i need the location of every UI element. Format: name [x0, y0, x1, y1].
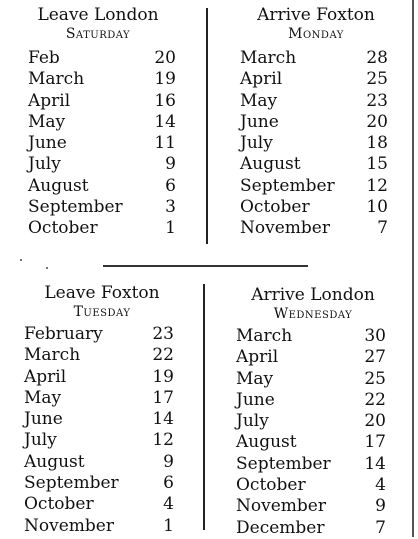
leave-foxton-header [22, 284, 182, 322]
table-row [28, 48, 176, 69]
date-cell: 17 [152, 387, 174, 408]
date-cell: 14 [154, 111, 176, 132]
print-speck [46, 267, 48, 269]
table-row [236, 454, 386, 475]
table-row [236, 326, 386, 347]
arrive-london-header [224, 286, 402, 324]
leave-foxton-day: Tuesday [73, 304, 131, 320]
table-row [24, 345, 174, 366]
table-row [240, 197, 388, 218]
table-row [236, 432, 386, 453]
month-cell: May [28, 111, 66, 132]
date-cell: 11 [154, 133, 176, 154]
date-cell: 30 [364, 326, 386, 346]
table-row [236, 518, 386, 539]
table-row [28, 112, 176, 133]
month-cell: September [28, 197, 123, 218]
table-row [24, 516, 174, 537]
date-cell: 6 [163, 473, 174, 494]
month-cell: November [24, 515, 114, 536]
month-cell: October [24, 494, 94, 515]
date-cell: 3 [165, 197, 176, 218]
date-cell: 20 [366, 111, 388, 132]
table-row [240, 48, 388, 69]
arrive-foxton-header [228, 6, 404, 44]
date-cell: 20 [154, 48, 176, 68]
arrive-london-title: Arrive London [251, 285, 375, 305]
month-cell: March [240, 48, 297, 68]
month-cell: December [236, 517, 325, 538]
table-row [236, 411, 386, 432]
table-row [24, 452, 174, 473]
month-cell: February [24, 324, 103, 344]
arrive-foxton-day: Monday [288, 26, 344, 42]
date-cell: 25 [364, 368, 386, 389]
table-row [240, 176, 388, 197]
date-cell: 22 [364, 389, 386, 410]
date-cell: 9 [165, 154, 176, 175]
table-row [240, 112, 388, 133]
date-cell: 4 [375, 475, 386, 496]
table-row [240, 69, 388, 90]
month-cell: August [28, 175, 89, 196]
date-cell: 6 [165, 175, 176, 196]
date-cell: 22 [152, 345, 174, 366]
arrive-foxton-title: Arrive Foxton [257, 5, 375, 25]
table-row [28, 154, 176, 175]
date-cell: 16 [154, 90, 176, 111]
month-cell: June [24, 409, 63, 430]
month-cell: October [28, 218, 98, 239]
date-cell: 1 [165, 218, 176, 239]
date-cell: 14 [364, 453, 386, 474]
date-cell: 14 [152, 409, 174, 430]
date-cell: 25 [366, 69, 388, 90]
date-cell: 23 [152, 324, 174, 344]
month-cell: March [28, 69, 85, 90]
column-divider [206, 8, 208, 244]
date-cell: 28 [366, 48, 388, 68]
table-row [236, 347, 386, 368]
date-cell: 12 [366, 175, 388, 196]
month-cell: July [28, 154, 61, 175]
date-cell: 4 [163, 494, 174, 515]
table-row [28, 133, 176, 154]
table-row [236, 496, 386, 517]
table-row [240, 218, 388, 239]
table-row [24, 367, 174, 388]
month-cell: September [236, 453, 331, 474]
arrive-london-rows [236, 326, 386, 539]
table-row [28, 197, 176, 218]
month-cell: March [236, 326, 293, 346]
month-cell: Feb [28, 48, 60, 68]
table-row [24, 409, 174, 430]
month-cell: October [240, 197, 310, 218]
month-cell: October [236, 475, 306, 496]
table-row [28, 218, 176, 239]
date-cell: 17 [364, 432, 386, 453]
month-cell: August [236, 432, 297, 453]
month-cell: July [240, 133, 273, 154]
month-cell: April [240, 69, 283, 90]
date-cell: 7 [377, 218, 388, 239]
month-cell: July [24, 430, 57, 451]
month-cell: July [236, 411, 269, 432]
date-cell: 10 [366, 197, 388, 218]
table-row [236, 369, 386, 390]
month-cell: September [240, 175, 335, 196]
leave-london-rows [28, 48, 176, 240]
date-cell: 9 [163, 451, 174, 472]
table-row [236, 390, 386, 411]
month-cell: April [28, 90, 71, 111]
date-cell: 1 [163, 515, 174, 536]
date-cell: 9 [375, 496, 386, 517]
month-cell: August [24, 451, 85, 472]
month-cell: June [240, 111, 279, 132]
page-edge [412, 0, 414, 537]
month-cell: April [24, 366, 67, 387]
table-row [24, 473, 174, 494]
date-cell: 20 [364, 411, 386, 432]
month-cell: June [236, 389, 275, 410]
arrive-london-day: Wednesday [273, 306, 353, 322]
table-row [240, 91, 388, 112]
month-cell: September [24, 473, 119, 494]
arrive-foxton-rows [240, 48, 388, 240]
column-divider [203, 284, 205, 530]
table-row [240, 133, 388, 154]
table-row [28, 69, 176, 90]
table-row [24, 388, 174, 409]
leave-foxton-rows [24, 324, 174, 537]
date-cell: 19 [152, 366, 174, 387]
leave-foxton-title: Leave Foxton [44, 283, 160, 303]
month-cell: June [28, 133, 67, 154]
table-row [24, 494, 174, 515]
date-cell: 15 [366, 154, 388, 175]
print-speck [20, 259, 22, 261]
date-cell: 23 [366, 90, 388, 111]
month-cell: May [24, 387, 62, 408]
month-cell: March [24, 345, 81, 366]
table-row [28, 176, 176, 197]
month-cell: August [240, 154, 301, 175]
leave-london-day: Saturday [65, 26, 131, 42]
table-row [240, 154, 388, 175]
section-separator [103, 265, 308, 267]
leave-london-header [18, 6, 178, 44]
table-row [24, 324, 174, 345]
leave-london-title: Leave London [37, 5, 159, 25]
month-cell: November [240, 218, 330, 239]
month-cell: April [236, 347, 279, 368]
month-cell: November [236, 496, 326, 517]
date-cell: 12 [152, 430, 174, 451]
date-cell: 7 [375, 517, 386, 538]
table-row [236, 475, 386, 496]
table-row [28, 91, 176, 112]
date-cell: 18 [366, 133, 388, 154]
date-cell: 27 [364, 347, 386, 368]
date-cell: 19 [154, 69, 176, 90]
table-row [24, 430, 174, 451]
month-cell: May [236, 368, 274, 389]
month-cell: May [240, 90, 278, 111]
